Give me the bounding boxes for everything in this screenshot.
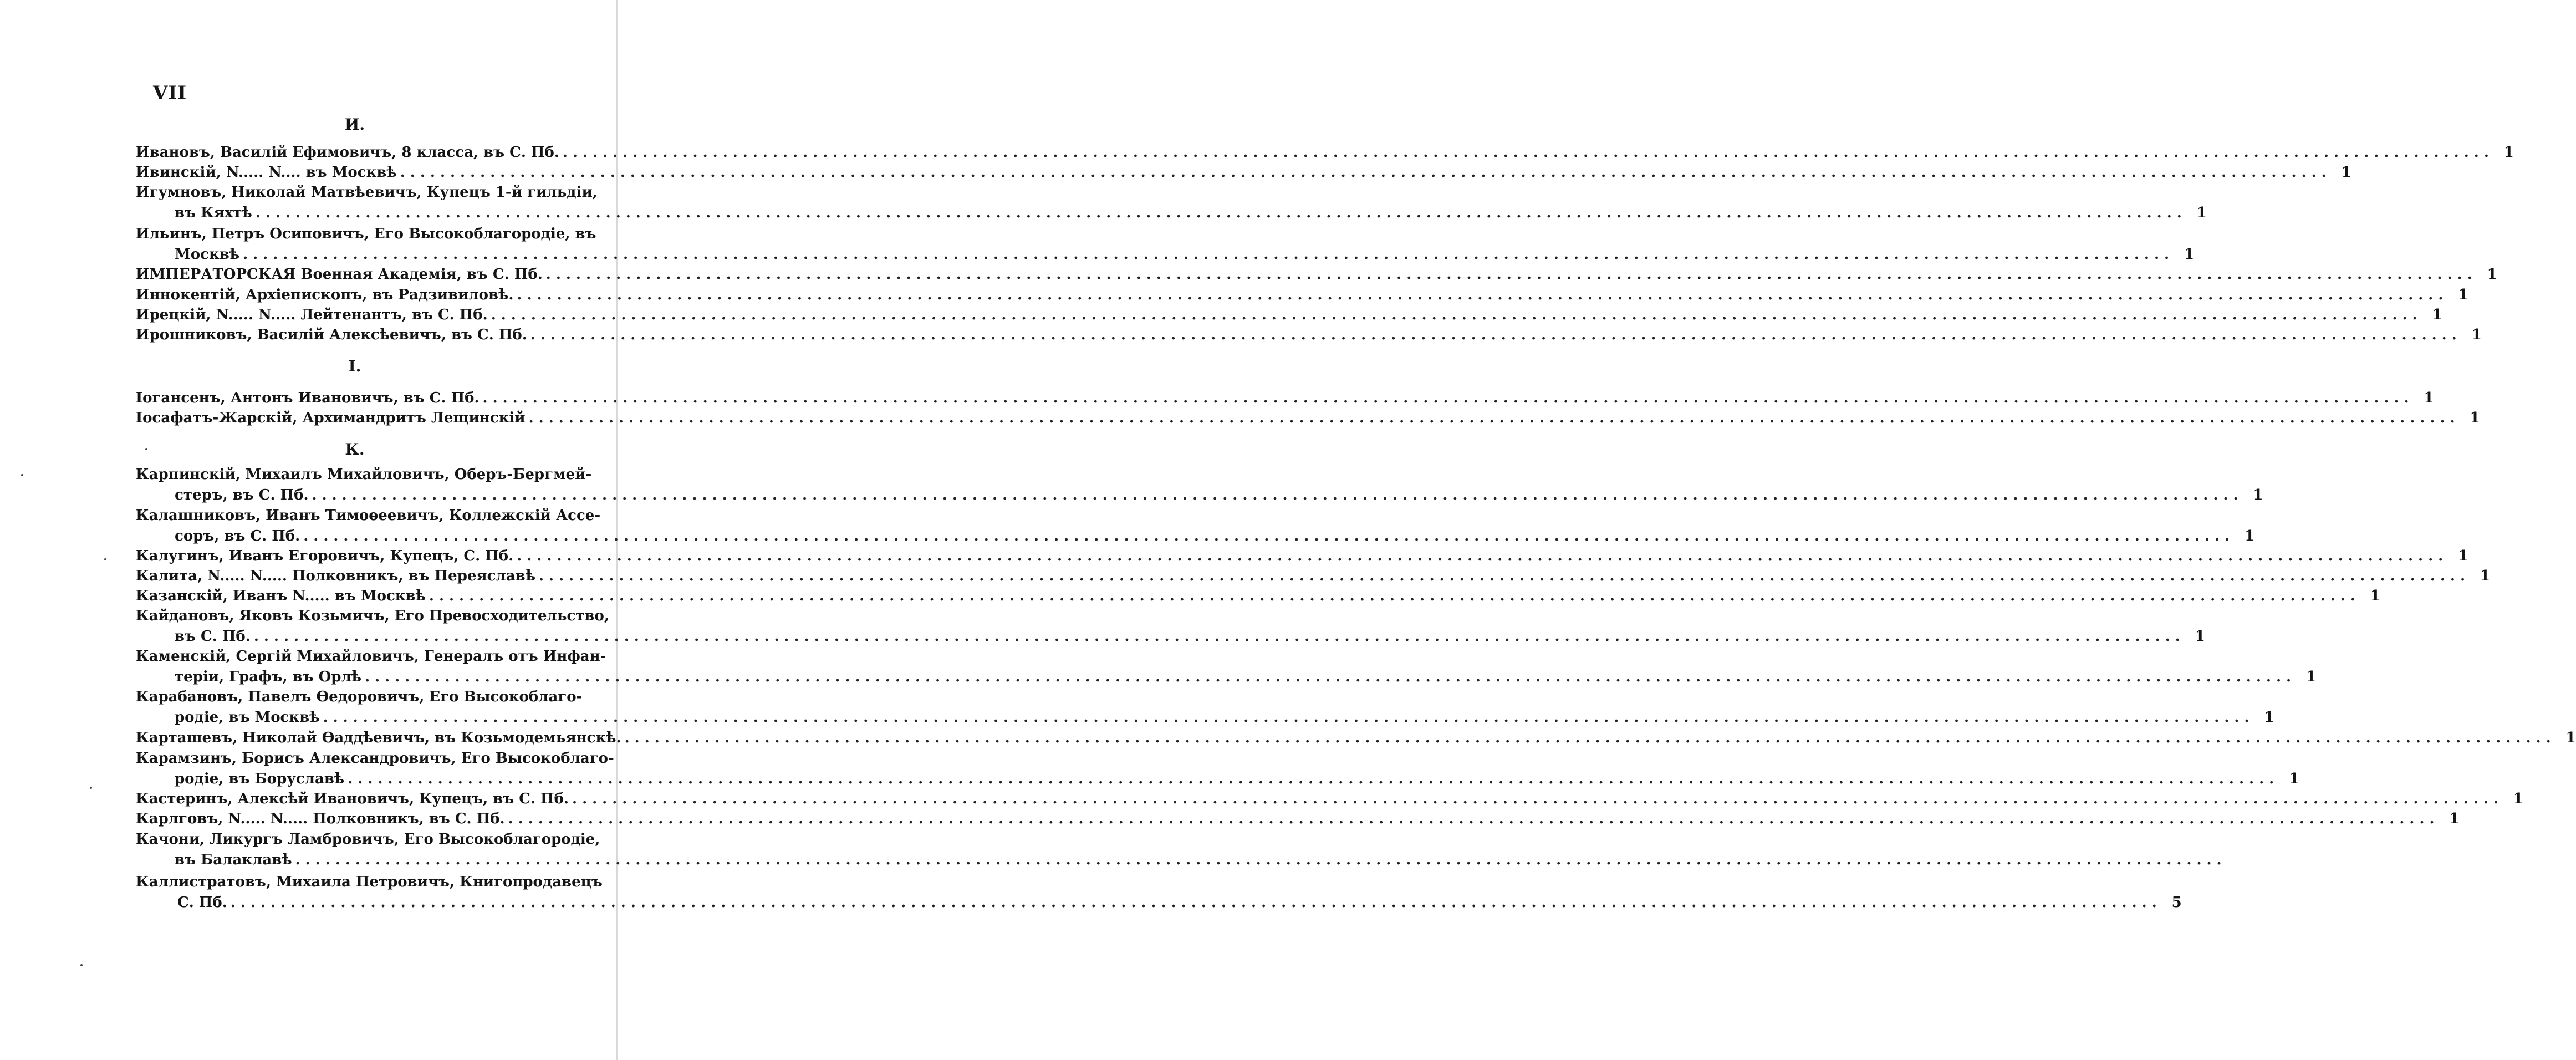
entry-text: Іосафатъ-Жарскій, Архимандритъ Лещинскій <box>136 410 526 426</box>
entry-text: Калита, N..... N..... Полковникъ, въ Переяславѣ <box>136 568 535 584</box>
entry-count: 1 <box>2195 628 2205 645</box>
entry-text: Карлговъ, N..... N..... Полковникъ, въ С. Пб. <box>136 811 505 827</box>
entry-count: 1 <box>2289 771 2299 787</box>
list-item <box>136 182 2207 223</box>
entry-text: Каллистратовъ, Михаила Петровичъ, Книгопродавецъ <box>136 874 603 890</box>
entry-text: Ильинъ, Петръ Осиповичъ, Его Высокоблагородіе, въ <box>136 226 596 242</box>
entry-text: ИМПЕРАТОРСКАЯ Военная Академія, въ С. Пб. <box>136 266 543 283</box>
list-item <box>136 388 2434 409</box>
entry-text: Карабановъ, Павелъ Ѳедоровичъ, Его Высокоблаго- <box>136 689 583 705</box>
entry-text: Качони, Ликургъ Ламбровичъ, Его Высокоблагородіе, <box>136 831 600 848</box>
list-item <box>136 285 2468 305</box>
section-heading-i: И. <box>344 115 365 134</box>
list-item <box>136 789 2524 809</box>
entry-count: 1 <box>2470 410 2480 426</box>
list-item <box>136 586 2380 607</box>
list-item <box>136 162 2351 183</box>
entry-count: 1 <box>2471 327 2482 343</box>
entry-text: Каменскій, Сергій Михайловичъ, Генералъ отъ Инфан- <box>136 648 606 665</box>
entry-count: 1 <box>2370 588 2380 604</box>
entry-text-cont: въ Кяхтѣ <box>175 205 252 221</box>
entry-count: 1 <box>2341 164 2351 181</box>
entry-text: Карпинскій, Михаилъ Михайловичъ, Оберъ-Бергмей- <box>136 466 592 483</box>
list-item <box>136 142 2514 163</box>
entry-text: Казанскій, Иванъ N..... въ Москвѣ <box>136 588 426 604</box>
list-item <box>136 546 2468 567</box>
list-item <box>136 748 2299 789</box>
list-item <box>136 687 2274 728</box>
list-item <box>136 224 2195 265</box>
scan-speck <box>104 558 106 560</box>
entry-count: 1 <box>2565 730 2576 746</box>
entry-text-cont: родіе, въ Москвѣ <box>175 709 320 726</box>
entry-count: 1 <box>2424 390 2434 406</box>
list-item <box>136 506 2255 547</box>
list-item <box>136 566 2490 587</box>
entry-count: 1 <box>2305 669 2317 685</box>
entry-text: Игумновъ, Николай Матвѣевичъ, Купецъ 1-й гильдіи, <box>136 184 598 201</box>
entry-text: Карташевъ, Николай Ѳаддѣевичъ, въ Козьмодемьянскѣ. <box>136 730 621 746</box>
entry-count: 1 <box>2264 709 2274 726</box>
list-item <box>136 646 2317 687</box>
entry-count: 1 <box>2245 528 2255 544</box>
list-item <box>136 465 2263 506</box>
page-number: VII <box>153 82 187 104</box>
entry-text: Ивановъ, Василій Ефимовичъ, 8 класса, въ С. Пб. <box>136 144 559 161</box>
list-item <box>136 606 2205 647</box>
entry-text-cont: въ Балаклавѣ <box>175 852 292 868</box>
entry-text: Ирошниковъ, Василій Алексѣевичъ, въ С. Пб. <box>136 327 527 343</box>
scan-speck <box>80 964 83 966</box>
scan-speck <box>145 448 147 450</box>
entry-text: Калашниковъ, Иванъ Тимоѳеевичъ, Коллежскій Ассе- <box>136 507 601 524</box>
entry-text-cont: С. Пб. <box>177 894 227 911</box>
list-item <box>136 829 600 870</box>
list-item <box>136 325 2482 345</box>
entry-text-cont: соръ, въ С. Пб. <box>175 528 300 544</box>
entry-count: 1 <box>2458 287 2468 303</box>
entry-count: 5 <box>2171 894 2182 911</box>
entry-text: Кайдановъ, Яковъ Козьмичъ, Его Превосходительство, <box>136 608 609 624</box>
list-item <box>136 872 2182 913</box>
list-item <box>136 728 2576 748</box>
entry-text-cont: теріи, Графъ, въ Орлѣ <box>175 669 362 685</box>
entry-text-cont: въ С. Пб. <box>175 628 251 645</box>
entry-text-cont: Москвѣ <box>175 246 240 263</box>
list-item <box>136 305 2442 325</box>
entry-count: 1 <box>2513 791 2524 807</box>
entry-count <box>2227 850 2247 870</box>
entry-text: Кастеринъ, Алексѣй Ивановичъ, Купецъ, въ С. Пб. <box>136 791 569 807</box>
section-heading-k: К. <box>345 440 365 458</box>
entry-text: Карамзинъ, Борисъ Александровичъ, Его Высокоблаго- <box>136 750 614 767</box>
entry-count: 1 <box>2480 568 2490 584</box>
entry-count: 1 <box>2487 266 2497 283</box>
entry-count: 1 <box>2458 548 2468 564</box>
list-item <box>136 264 2497 285</box>
section-heading-i-decimal: І. <box>348 357 361 375</box>
entry-text: Ирецкій, N..... N..... Лейтенантъ, въ С. Пб. <box>136 307 488 323</box>
list-item <box>136 809 2460 829</box>
entry-count: 1 <box>2503 144 2514 161</box>
entry-count: 1 <box>2253 487 2263 503</box>
scan-speck <box>90 787 92 789</box>
entry-count: 1 <box>2196 205 2207 221</box>
entry-count: 1 <box>2184 246 2195 263</box>
entry-text: Ивинскій, N..... N.... въ Москвѣ <box>136 164 397 181</box>
list-item <box>136 408 2480 429</box>
entry-text-cont: родіе, въ Боруславѣ <box>175 771 345 787</box>
entry-text: Іогансенъ, Антонъ Ивановичъ, въ С. Пб. <box>136 390 480 406</box>
scan-speck <box>21 474 23 476</box>
entry-count: 1 <box>2432 307 2442 323</box>
entry-text: Иннокентій, Архіепископъ, въ Радзивиловѣ. <box>136 287 514 303</box>
entry-text-cont: стеръ, въ С. Пб. <box>175 487 309 503</box>
entry-count: 1 <box>2449 811 2460 827</box>
entry-text: Калугинъ, Иванъ Егоровичъ, Купецъ, С. Пб. <box>136 548 514 564</box>
